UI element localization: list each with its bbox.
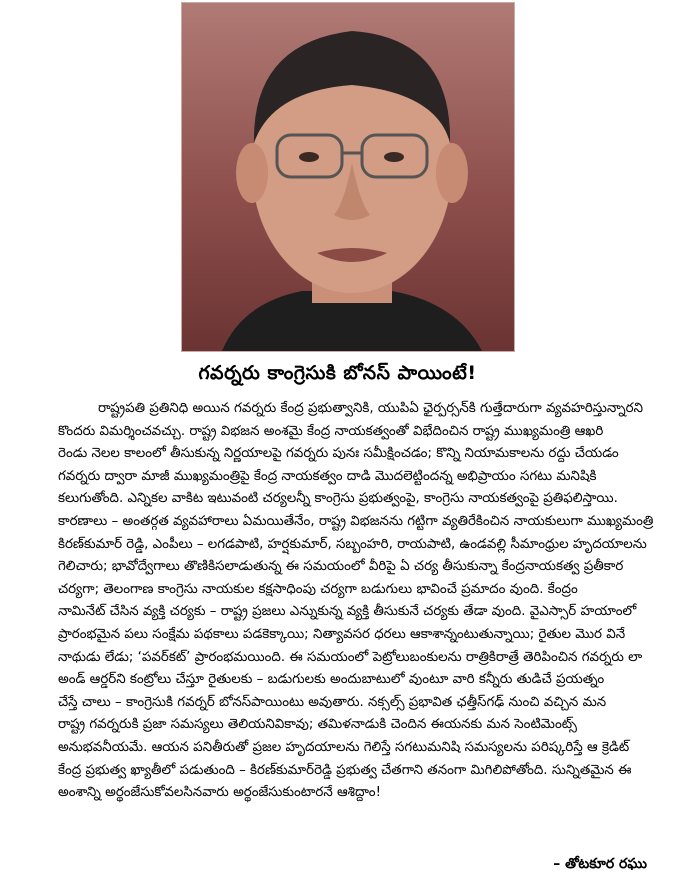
article-line: రాష్ట్రపతి ప్రతినిధి అయిన గవర్నరు కేంద్ర ప్రభుత్వానికి, యుపిఏ ఛైర్పర్సన్‌కి గుత్తేదారుగా వ్యవహరిస్తున్నారని <box>98 401 643 416</box>
article-line: నామినేట్ చేసిన వ్యక్తి చర్యకు – రాష్ట్ర ప్రజలు ఎన్నుకున్న వ్యక్తి తీసుకునే చర్యకు తేడా వుంది. వైఎస్సార్ హయాంలో <box>58 604 637 620</box>
article-line: కేంద్ర ప్రభుత్వ ఖ్యాతీలో పడుతుంది – కిరణ్‌కుమార్‌రెడ్డి ప్రభుత్వ చేతగాని తనంగా మిగిలిపోతోంది. సున్నితమైన ఈ <box>58 762 632 778</box>
article-line: అనుభవనీయమే. ఆయన పనితీరుతో ప్రజల హృదయాలను గెలిస్తే సగటుమనిషి సమస్యలను పరిష్కరిస్తే ఆ క్రెడిట్ <box>58 739 630 755</box>
article-line: అండ్ ఆర్డర్‌ని కంట్రోలు చేస్తూ రైతులకు – బడుగులకు అందుబాటులో వుంటూ వారి కన్నీరు తుడిచే ప్రయత్నం <box>58 672 605 688</box>
article-line: కిరణ్‌కుమార్ రెడ్డి, ఎంపీలు – లగడపాటి, హర్షకుమార్, సబ్బంహరి, రాయపాటి, ఉండవల్లి సీమాంధ్రుల హృదయాలను <box>58 536 647 552</box>
article-line: రెండు నెలల కాలంలో తీసుకున్న నిర్ణయాలపై గవర్నరు పునః సమీక్షించడం; కొన్ని నియామకాలను రద్దు చేయడం <box>58 446 619 462</box>
portrait-photo <box>181 2 515 352</box>
author-byline: – తోటకూర రఘు <box>553 856 647 872</box>
article-body <box>58 398 664 805</box>
article-line: గెలిచారు; భావోద్వేగాలు తొణికిసలాడుతున్న ఈ సమయంలో వీరిపై ఏ చర్య తీసుకున్నా కేంద్రనాయకత్వ ప్రతీకార <box>58 559 624 575</box>
article-line: చేస్తే చాలు – కాంగ్రెసుకి గవర్నర్ బోనస్‌పాయింటు అవుతారు. నక్సల్స్ ప్రభావిత ఛత్తీస్‌గఢ్ నుంచి వచ్చిన మన <box>58 694 607 710</box>
article-headline: గవర్నరు కాంగ్రెసుకి బోనస్ పాయింటే! <box>198 362 477 384</box>
article-line: కారణాలు – అంతర్గత వ్యవహారాలు ఏమయితేనేం, రాష్ట్ర విభజనను గట్టిగా వ్యతిరేకించిన నాయకులుగా ముఖ్యమంత్రి <box>58 513 654 529</box>
article-line: ప్రారంభమైన పలు సంక్షేమ పథకాలు పడకెక్కాయి; నిత్యావసర ధరలు ఆకాశాన్నంటుతున్నాయి; రైతుల మొర వినే <box>58 626 626 642</box>
article-line: కలుగుతోంది. ఎన్నికల వాకిట ఇటువంటి చర్యలన్నీ కాంగ్రెసు ప్రభుత్వంపై, కాంగ్రెసు నాయకత్వంపై ప్రతిఫలిస్తాయి. <box>58 491 618 507</box>
article-line: చర్యగా; తెలంగాణ కాంగ్రెసు నాయకుల కక్షసాధింపు చర్యగా బడుగులు భావించే ప్రమాదం వుంది. కేంద్రం <box>58 581 578 597</box>
article-line: నాథుడు లేడు; ‘పవర్‌కట్’ ప్రారంభమయింది. ఈ సమయంలో పెట్రోలుబంకులను రాత్రికిరాత్రే తెరిపించిన గవర్నరు లా <box>58 649 643 665</box>
article-line: గవర్నరు ద్వారా మాజీ ముఖ్యమంత్రిపై కేంద్ర నాయకత్వం దాడి మొదలెట్టిందన్న అభిప్రాయం సగటు మనిషికి <box>58 468 597 484</box>
article-line: కొందరు విమర్శించవచ్చు. రాష్ట్ర విభజన అంశమై కేంద్ర నాయకత్వంతో విభేదించిన రాష్ట్ర ముఖ్యమంత్రి ఆఖరి <box>58 423 604 439</box>
article-line: రాష్ట్ర గవర్నరుకి ప్రజా సమస్యలు తెలియనివికావు; తమిళనాడుకి చెందిన ఈయనకు మన సెంటిమెంట్స్ <box>58 717 577 733</box>
article-line: అంశాన్ని అర్థంజేసుకోవలసినవారు అర్థంజేసుకుంటారనే ఆశిద్దాం! <box>58 785 381 801</box>
portrait-illustration <box>182 3 514 351</box>
